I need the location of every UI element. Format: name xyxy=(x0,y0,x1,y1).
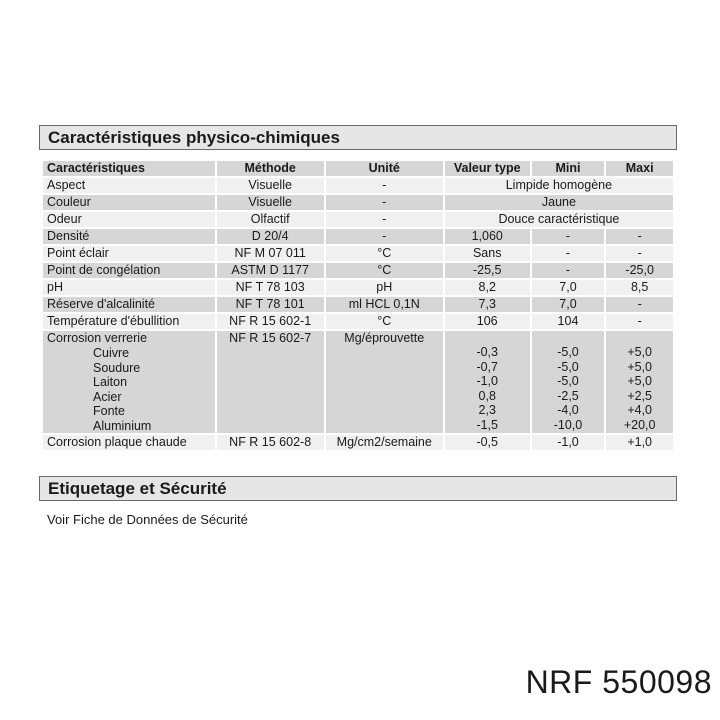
typical-value-cell: 7,3 xyxy=(445,297,530,312)
max-value-cell: +1,0 xyxy=(606,435,673,450)
min-value-cell: -1,0 xyxy=(532,435,605,450)
min-value-cell: 7,0 xyxy=(532,297,605,312)
max-value-cell: - xyxy=(606,246,673,261)
column-header: Unité xyxy=(326,161,443,176)
table-row xyxy=(43,246,673,261)
characteristic-name: Odeur xyxy=(43,212,215,227)
metal-name: Cuivre xyxy=(93,346,130,360)
characteristic-name: Corrosion plaque chaude xyxy=(43,435,215,450)
column-header: Maxi xyxy=(606,161,673,176)
max-value-cell: 8,5 xyxy=(606,280,673,295)
table-row-corrosion-glass xyxy=(43,331,673,433)
merged-value-cell: Limpide homogène xyxy=(445,178,673,193)
unit-cell: Mg/cm2/semaine xyxy=(326,435,443,450)
characteristic-name: Densité xyxy=(43,229,215,244)
product-code: NRF 550098 xyxy=(525,664,712,700)
method-cell: ASTM D 1177 xyxy=(217,263,324,278)
table-row xyxy=(43,280,673,295)
metal-typical-value: -1,5 xyxy=(476,417,498,432)
max-value-cell: - xyxy=(606,314,673,329)
table-row xyxy=(43,314,673,329)
unit-cell: - xyxy=(326,212,443,227)
unit-cell: pH xyxy=(326,280,443,295)
corrosion-glass-label: Corrosion verrerie xyxy=(47,331,148,345)
column-header: Mini xyxy=(532,161,605,176)
metal-max-value: +20,0 xyxy=(623,417,656,432)
unit-cell: - xyxy=(326,178,443,193)
metal-name: Acier xyxy=(93,389,122,404)
unit-cell: Mg/éprouvette xyxy=(326,331,443,433)
metal-name: Fonte xyxy=(93,404,125,418)
column-header: Caractéristiques xyxy=(43,161,215,176)
method-cell: Visuelle xyxy=(217,178,324,193)
min-value-cell: - xyxy=(532,246,605,261)
characteristic-name: Point éclair xyxy=(43,246,215,261)
method-cell: NF T 78 103 xyxy=(217,280,324,295)
characteristic-name xyxy=(43,331,215,433)
typical-value-cell xyxy=(445,331,530,433)
method-cell: NF T 78 101 xyxy=(217,297,324,312)
table-row xyxy=(43,297,673,312)
table-row xyxy=(43,435,673,450)
characteristic-name: Point de congélation xyxy=(43,263,215,278)
metal-name: Soudure xyxy=(93,360,141,375)
metal-typical-value: 0,8 xyxy=(478,388,496,403)
unit-cell: - xyxy=(326,195,443,210)
safety-note: Voir Fiche de Données de Sécurité xyxy=(47,512,248,527)
table-row xyxy=(43,178,673,193)
max-value-cell: - xyxy=(606,229,673,244)
unit-cell: °C xyxy=(326,246,443,261)
unit-cell: °C xyxy=(326,263,443,278)
metal-min-value: -5,0 xyxy=(557,345,579,359)
metal-typical-value: -0,7 xyxy=(476,359,498,374)
method-cell: Visuelle xyxy=(217,195,324,210)
metal-min-value: -4,0 xyxy=(557,403,579,417)
merged-value-cell: Jaune xyxy=(445,195,673,210)
typical-value-cell: 1,060 xyxy=(445,229,530,244)
table-row xyxy=(43,212,673,227)
table-header-row xyxy=(43,161,673,176)
merged-value-cell: Douce caractéristique xyxy=(445,212,673,227)
metal-min-value: -5,0 xyxy=(557,359,579,374)
metal-min-value: -10,0 xyxy=(553,417,583,432)
column-header: Valeur type xyxy=(445,161,530,176)
max-value-cell: -25,0 xyxy=(606,263,673,278)
section-title-physico-chemical: Caractéristiques physico-chimiques xyxy=(39,125,677,150)
metal-typical-value: -1,0 xyxy=(476,374,498,388)
typical-value-cell: Sans xyxy=(445,246,530,261)
unit-cell: - xyxy=(326,229,443,244)
method-cell: NF R 15 602-7 xyxy=(217,331,324,433)
characteristic-name: pH xyxy=(43,280,215,295)
method-cell: NF R 15 602-8 xyxy=(217,435,324,450)
metal-max-value: +4,0 xyxy=(627,403,652,417)
max-value-cell: - xyxy=(606,297,673,312)
metal-max-value: +5,0 xyxy=(627,345,652,359)
typical-value-cell: -0,5 xyxy=(445,435,530,450)
characteristic-name: Réserve d'alcalinité xyxy=(43,297,215,312)
typical-value-cell: 8,2 xyxy=(445,280,530,295)
metal-typical-value: 2,3 xyxy=(478,403,496,417)
metal-typical-value: -0,3 xyxy=(476,345,498,359)
metal-min-value: -5,0 xyxy=(557,374,579,388)
specifications-table xyxy=(41,159,675,452)
section-title-labeling-safety: Etiquetage et Sécurité xyxy=(39,476,677,501)
min-value-cell xyxy=(532,331,605,433)
method-cell: D 20/4 xyxy=(217,229,324,244)
min-value-cell: 104 xyxy=(532,314,605,329)
table-row xyxy=(43,263,673,278)
min-value-cell: - xyxy=(532,263,605,278)
unit-cell: ml HCL 0,1N xyxy=(326,297,443,312)
characteristic-name: Aspect xyxy=(43,178,215,193)
method-cell: NF R 15 602-1 xyxy=(217,314,324,329)
method-cell: Olfactif xyxy=(217,212,324,227)
metal-max-value: +2,5 xyxy=(627,388,652,403)
unit-cell: °C xyxy=(326,314,443,329)
method-cell: NF M 07 011 xyxy=(217,246,324,261)
metal-name: Laiton xyxy=(93,375,128,389)
max-value-cell xyxy=(606,331,673,433)
characteristic-name: Température d'ébullition xyxy=(43,314,215,329)
characteristic-name: Couleur xyxy=(43,195,215,210)
metal-name: Aluminium xyxy=(93,418,152,433)
metal-max-value: +5,0 xyxy=(627,359,652,374)
min-value-cell: 7,0 xyxy=(532,280,605,295)
column-header: Méthode xyxy=(217,161,324,176)
table-row xyxy=(43,229,673,244)
metal-min-value: -2,5 xyxy=(557,388,579,403)
table-row xyxy=(43,195,673,210)
typical-value-cell: 106 xyxy=(445,314,530,329)
metal-max-value: +5,0 xyxy=(627,374,652,388)
typical-value-cell: -25,5 xyxy=(445,263,530,278)
min-value-cell: - xyxy=(532,229,605,244)
